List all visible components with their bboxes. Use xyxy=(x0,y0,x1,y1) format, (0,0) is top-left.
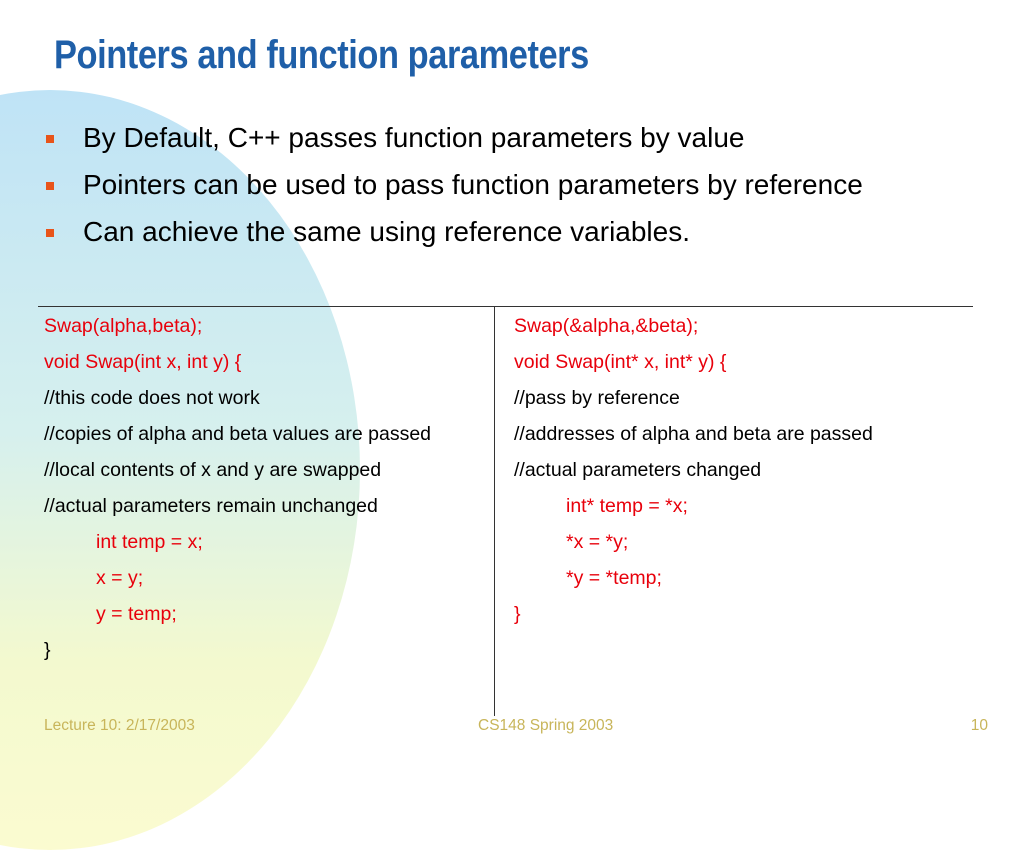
code-comment: //this code does not work xyxy=(44,387,260,409)
bullet-list xyxy=(46,118,946,259)
square-bullet-icon xyxy=(46,135,54,143)
code-statement: int* temp = *x; xyxy=(566,495,688,517)
code-line-call: Swap(&alpha,&beta); xyxy=(514,315,699,337)
slide-title: Pointers and function parameters xyxy=(54,33,589,77)
code-comment: //local contents of x and y are swapped xyxy=(44,459,382,481)
code-statement: *x = *y; xyxy=(566,531,629,553)
code-closing-brace: } xyxy=(514,603,521,625)
bullet-item xyxy=(46,212,946,252)
code-comment: //copies of alpha and beta values are passed xyxy=(44,423,432,445)
code-statement: *y = *temp; xyxy=(566,567,662,589)
bullet-text: Can achieve the same using reference variables. xyxy=(83,216,691,247)
code-statement: int temp = x; xyxy=(96,531,203,553)
footer-page-number: 10 xyxy=(970,717,988,734)
code-line-signature: void Swap(int x, int y) { xyxy=(44,351,242,373)
code-statement: y = temp; xyxy=(96,603,177,625)
square-bullet-icon xyxy=(46,182,54,190)
footer-course: CS148 Spring 2003 xyxy=(478,717,614,734)
code-comment: //pass by reference xyxy=(514,387,680,409)
code-comment: //actual parameters changed xyxy=(514,459,762,481)
code-comment: //actual parameters remain unchanged xyxy=(44,495,378,517)
horizontal-divider xyxy=(38,306,973,307)
code-closing-brace: } xyxy=(44,639,51,661)
bullet-text: Pointers can be used to pass function parameters by reference xyxy=(83,169,863,200)
pass-by-value-code xyxy=(44,314,492,674)
square-bullet-icon xyxy=(46,229,54,237)
bullet-item xyxy=(46,165,946,205)
footer-lecture-date: Lecture 10: 2/17/2003 xyxy=(44,717,195,734)
bullet-item xyxy=(46,118,946,158)
column-divider xyxy=(494,306,495,716)
pass-by-reference-code xyxy=(514,314,954,638)
code-statement: x = y; xyxy=(96,567,144,589)
code-line-signature: void Swap(int* x, int* y) { xyxy=(514,351,727,373)
bullet-text: By Default, C++ passes function parameters by value xyxy=(83,122,745,153)
code-line-call: Swap(alpha,beta); xyxy=(44,315,203,337)
code-comment: //addresses of alpha and beta are passed xyxy=(514,423,873,445)
